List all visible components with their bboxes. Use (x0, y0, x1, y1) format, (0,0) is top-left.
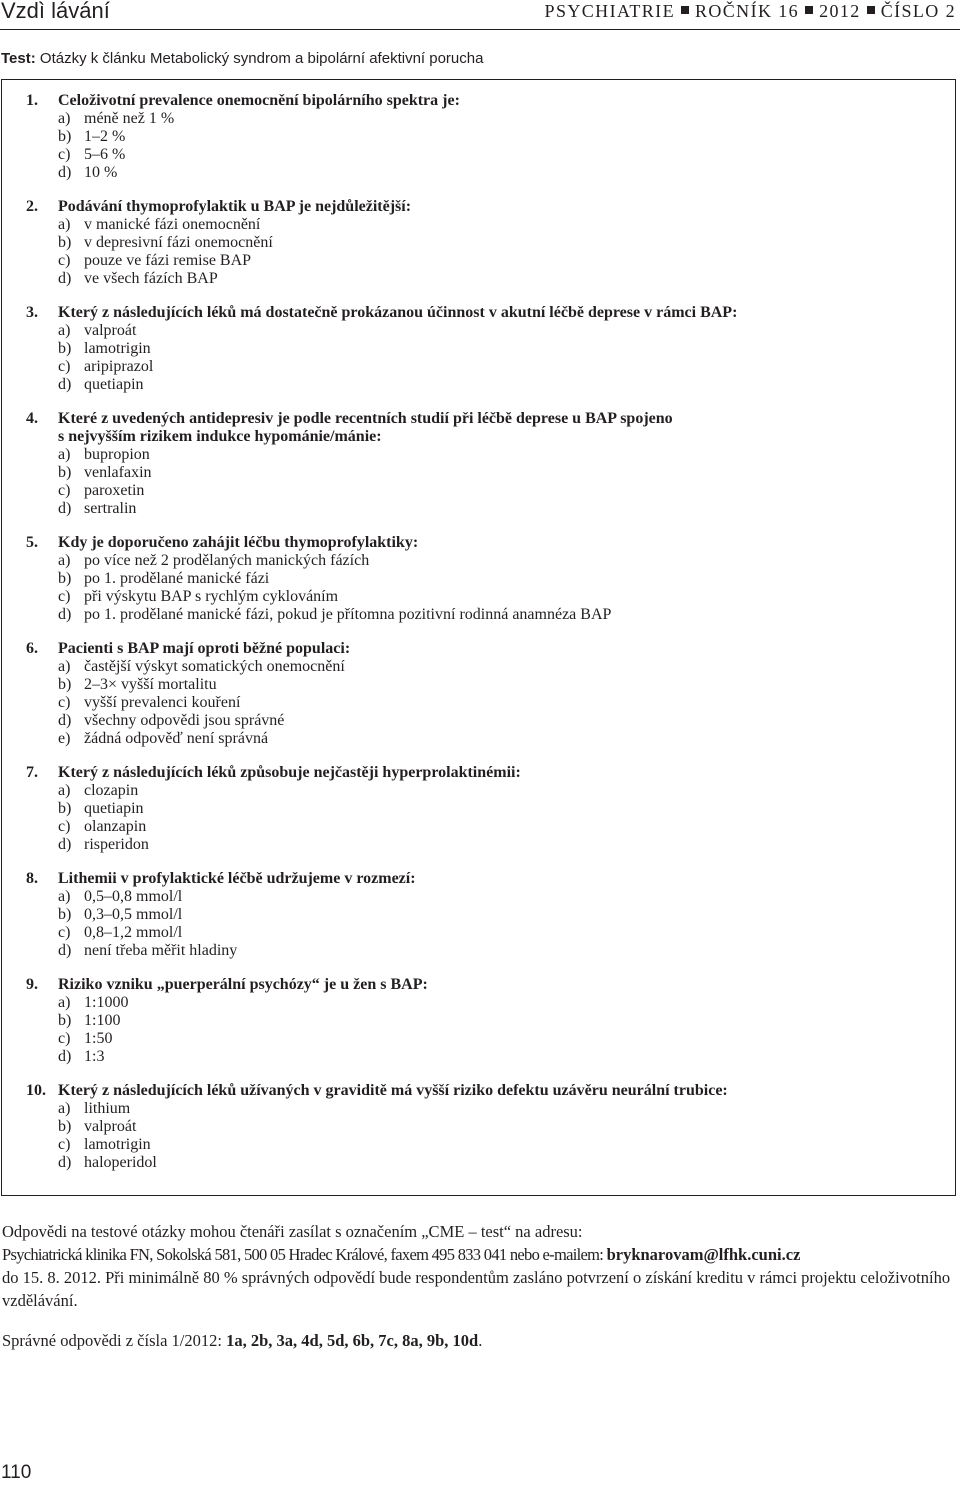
question-number: 10. (26, 1082, 46, 1099)
answer-text: všechny odpovědi jsou správné (84, 712, 285, 729)
question-text-continued: s nejvyšším rizikem indukce hypománie/mánie: (58, 428, 382, 445)
question-number: 6. (26, 640, 38, 657)
answer-option (58, 482, 926, 500)
question-number: 2. (26, 198, 38, 215)
question-text: Podávání thymoprofylaktik u BAP je nejdůležitější: (58, 198, 412, 215)
question-text: Který z následujících léků má dostatečně prokázanou účinnost v akutní léčbě deprese v rámci BAP: (58, 304, 738, 321)
question-number: 9. (26, 976, 38, 993)
question-4 (26, 410, 926, 518)
answer-label: b) (58, 676, 72, 693)
answer-text: při výskytu BAP s rychlým cyklováním (84, 588, 339, 605)
answer-option (58, 906, 926, 924)
answer-option (58, 1012, 926, 1030)
question-5 (26, 534, 926, 624)
answer-label: c) (58, 588, 71, 605)
question-1 (26, 92, 926, 182)
answer-label: e) (58, 730, 71, 747)
answer-label: b) (58, 1012, 72, 1029)
email-link[interactable]: bryknarovam@lfhk.cuni.cz (606, 1245, 801, 1264)
question-8 (26, 870, 926, 960)
question-text: Riziko vzniku „puerperální psychózy“ je u žen s BAP: (58, 976, 428, 993)
answer-option (58, 1154, 926, 1172)
answer-label: c) (58, 358, 71, 375)
answer-text: žádná odpověď není správná (84, 730, 269, 747)
answer-label: d) (58, 164, 72, 181)
answer-option (58, 818, 926, 836)
answer-option (58, 570, 926, 588)
answer-text: 1:50 (84, 1030, 113, 1047)
answer-text: lithium (84, 1100, 131, 1117)
answer-option (58, 110, 926, 128)
answer-text: 10 % (84, 164, 118, 181)
question-2 (26, 198, 926, 288)
answer-label: a) (58, 552, 71, 569)
answer-text: v depresivní fázi onemocnění (84, 234, 273, 251)
answer-text: po více než 2 prodělaných manických fázích (84, 552, 370, 569)
question-text: Který z následujících léků způsobuje nejčastěji hyperprolaktinémii: (58, 764, 521, 781)
answer-option (58, 836, 926, 854)
answer-submission-info (2, 1220, 958, 1312)
question-text: Celoživotní prevalence onemocnění bipolárního spektra je: (58, 92, 460, 109)
answer-label: c) (58, 1136, 71, 1153)
answer-option (58, 942, 926, 960)
answer-label: b) (58, 1118, 72, 1135)
answer-label: a) (58, 782, 71, 799)
answer-option (58, 500, 926, 518)
correct-answers-values: 1a, 2b, 3a, 4d, 5d, 6b, 7c, 8a, 9b, 10d (226, 1331, 479, 1350)
test-title-label: Test: (1, 50, 36, 67)
answer-option (58, 1118, 926, 1136)
section-title: Vzdì lávání (1, 0, 110, 23)
answer-label: a) (58, 658, 71, 675)
answer-label: c) (58, 482, 71, 499)
answer-text: 2–3× vyšší mortalitu (84, 676, 217, 693)
answer-option (58, 464, 926, 482)
info-line-2 (2, 1243, 958, 1266)
answer-text: méně než 1 % (84, 110, 175, 127)
answer-label: a) (58, 110, 71, 127)
correct-answers (2, 1331, 482, 1351)
answer-text: 1:100 (84, 1012, 121, 1029)
answer-label: a) (58, 994, 71, 1011)
answer-text: vyšší prevalenci kouření (84, 694, 241, 711)
question-number: 1. (26, 92, 38, 109)
answer-text: paroxetin (84, 482, 145, 499)
square-bullet-icon (867, 6, 875, 14)
answer-text: clozapin (84, 782, 139, 799)
question-10 (26, 1082, 926, 1172)
answer-label: a) (58, 888, 71, 905)
answer-option (58, 1100, 926, 1118)
header-divider (0, 29, 960, 30)
answer-option (58, 340, 926, 358)
question-number: 7. (26, 764, 38, 781)
correct-answers-label: Správné odpovědi z čísla 1/2012: (2, 1331, 227, 1350)
answer-label: b) (58, 800, 72, 817)
answer-text: ve všech fázích BAP (84, 270, 218, 287)
answer-label: a) (58, 322, 71, 339)
answer-text: 1:1000 (84, 994, 129, 1011)
answer-label: d) (58, 942, 72, 959)
answer-option (58, 658, 926, 676)
journal-header (545, 1, 956, 22)
answer-option (58, 676, 926, 694)
answer-text: quetiapin (84, 376, 144, 393)
answer-text: 5–6 % (84, 146, 126, 163)
answer-option (58, 1030, 926, 1048)
test-title (1, 50, 483, 67)
question-7 (26, 764, 926, 854)
answer-label: a) (58, 1100, 71, 1117)
answer-label: d) (58, 1048, 72, 1065)
answer-text: aripiprazol (84, 358, 154, 375)
question-6 (26, 640, 926, 748)
answer-option (58, 376, 926, 394)
answer-label: d) (58, 712, 72, 729)
square-bullet-icon (681, 6, 689, 14)
answer-option (58, 358, 926, 376)
answer-text: v manické fázi onemocnění (84, 216, 261, 233)
journal-name: PSYCHIATRIE (544, 1, 675, 21)
answer-option (58, 322, 926, 340)
question-text: Které z uvedených antidepresiv je podle recentních studií při léčbě deprese u BAP spojeno (58, 410, 673, 427)
answer-text: risperidon (84, 836, 149, 853)
answer-label: c) (58, 924, 71, 941)
answer-label: b) (58, 464, 72, 481)
answer-label: b) (58, 570, 72, 587)
answer-option (58, 888, 926, 906)
answer-text: 0,5–0,8 mmol/l (84, 888, 183, 905)
answer-label: b) (58, 906, 72, 923)
answer-option (58, 782, 926, 800)
answer-text: není třeba měřit hladiny (84, 942, 238, 959)
volume-label: ROČNÍK 16 (694, 1, 800, 21)
answer-label: d) (58, 270, 72, 287)
answer-label: b) (58, 234, 72, 251)
question-9 (26, 976, 926, 1066)
question-number: 3. (26, 304, 38, 321)
question-text: Který z následujících léků užívaných v graviditě má vyšší riziko defektu uzávěru neurální trubice: (58, 1082, 728, 1099)
answer-option (58, 164, 926, 182)
year-label: 2012 (819, 1, 861, 21)
answer-text: po 1. prodělané manické fázi, pokud je přítomna pozitivní rodinná anamnéza BAP (84, 606, 612, 623)
answer-text: po 1. prodělané manické fázi (84, 570, 270, 587)
answer-label: d) (58, 836, 72, 853)
answer-option (58, 270, 926, 288)
answer-text: haloperidol (84, 1154, 157, 1171)
info-address: Psychiatrická klinika FN, Sokolská 581, 500 05 Hradec Králové, faxem 495 833 041 nebo e-mailem: (2, 1245, 607, 1264)
answer-option (58, 446, 926, 464)
info-line-1: Odpovědi na testové otázky mohou čtenáři zasílat s označením „CME – test“ na adresu: (2, 1222, 583, 1241)
answer-text: valproát (84, 1118, 137, 1135)
issue-label: ČÍSLO 2 (880, 1, 956, 21)
page-number: 110 (1, 1462, 32, 1483)
answer-option (58, 252, 926, 270)
test-title-text: Otázky k článku Metabolický syndrom a bipolární afektivní porucha (39, 50, 484, 67)
question-number: 5. (26, 534, 38, 551)
correct-answers-end: . (478, 1331, 483, 1350)
answer-option (58, 216, 926, 234)
answer-label: d) (58, 500, 72, 517)
answer-label: d) (58, 606, 72, 623)
answer-text: venlafaxin (84, 464, 152, 481)
info-line-3: do 15. 8. 2012. Při minimálně 80 % správných odpovědí bude respondentům zasláno potvrzení o získání kreditu v rámci projektu celoživotního vzdělávání. (2, 1268, 951, 1310)
answer-text: bupropion (84, 446, 150, 463)
answer-text: častější výskyt somatických onemocnění (84, 658, 345, 675)
question-number: 8. (26, 870, 38, 887)
answer-label: d) (58, 376, 72, 393)
answer-label: b) (58, 340, 72, 357)
answer-text: 0,8–1,2 mmol/l (84, 924, 183, 941)
question-number: 4. (26, 410, 38, 427)
answer-option (58, 994, 926, 1012)
answer-label: c) (58, 818, 71, 835)
answer-text: quetiapin (84, 800, 144, 817)
answer-option (58, 1136, 926, 1154)
answer-text: lamotrigin (84, 340, 151, 357)
answer-label: c) (58, 1030, 71, 1047)
answer-text: pouze ve fázi remise BAP (84, 252, 252, 269)
question-text: Pacienti s BAP mají oproti běžné populaci: (58, 640, 351, 657)
answer-option (58, 924, 926, 942)
question-3 (26, 304, 926, 394)
answer-option (58, 234, 926, 252)
square-bullet-icon (805, 6, 813, 14)
answer-label: c) (58, 252, 71, 269)
answer-option (58, 730, 926, 748)
answer-text: 0,3–0,5 mmol/l (84, 906, 183, 923)
answer-text: valproát (84, 322, 137, 339)
answer-option (58, 128, 926, 146)
answer-text: lamotrigin (84, 1136, 151, 1153)
answer-option (58, 146, 926, 164)
question-text: Lithemii v profylaktické léčbě udržujeme v rozmezí: (58, 870, 416, 887)
answer-option (58, 1048, 926, 1066)
answer-option (58, 606, 926, 624)
question-list (26, 92, 926, 1188)
answer-text: 1–2 % (84, 128, 126, 145)
answer-label: d) (58, 1154, 72, 1171)
question-text: Kdy je doporučeno zahájit léčbu thymoprofylaktiky: (58, 534, 419, 551)
answer-label: c) (58, 146, 71, 163)
answer-label: b) (58, 128, 72, 145)
answer-option (58, 712, 926, 730)
answer-label: a) (58, 446, 71, 463)
answer-option (58, 800, 926, 818)
answer-label: a) (58, 216, 71, 233)
answer-option (58, 694, 926, 712)
answer-text: 1:3 (84, 1048, 105, 1065)
answer-text: sertralin (84, 500, 137, 517)
answer-option (58, 588, 926, 606)
answer-text: olanzapin (84, 818, 147, 835)
answer-option (58, 552, 926, 570)
answer-label: c) (58, 694, 71, 711)
